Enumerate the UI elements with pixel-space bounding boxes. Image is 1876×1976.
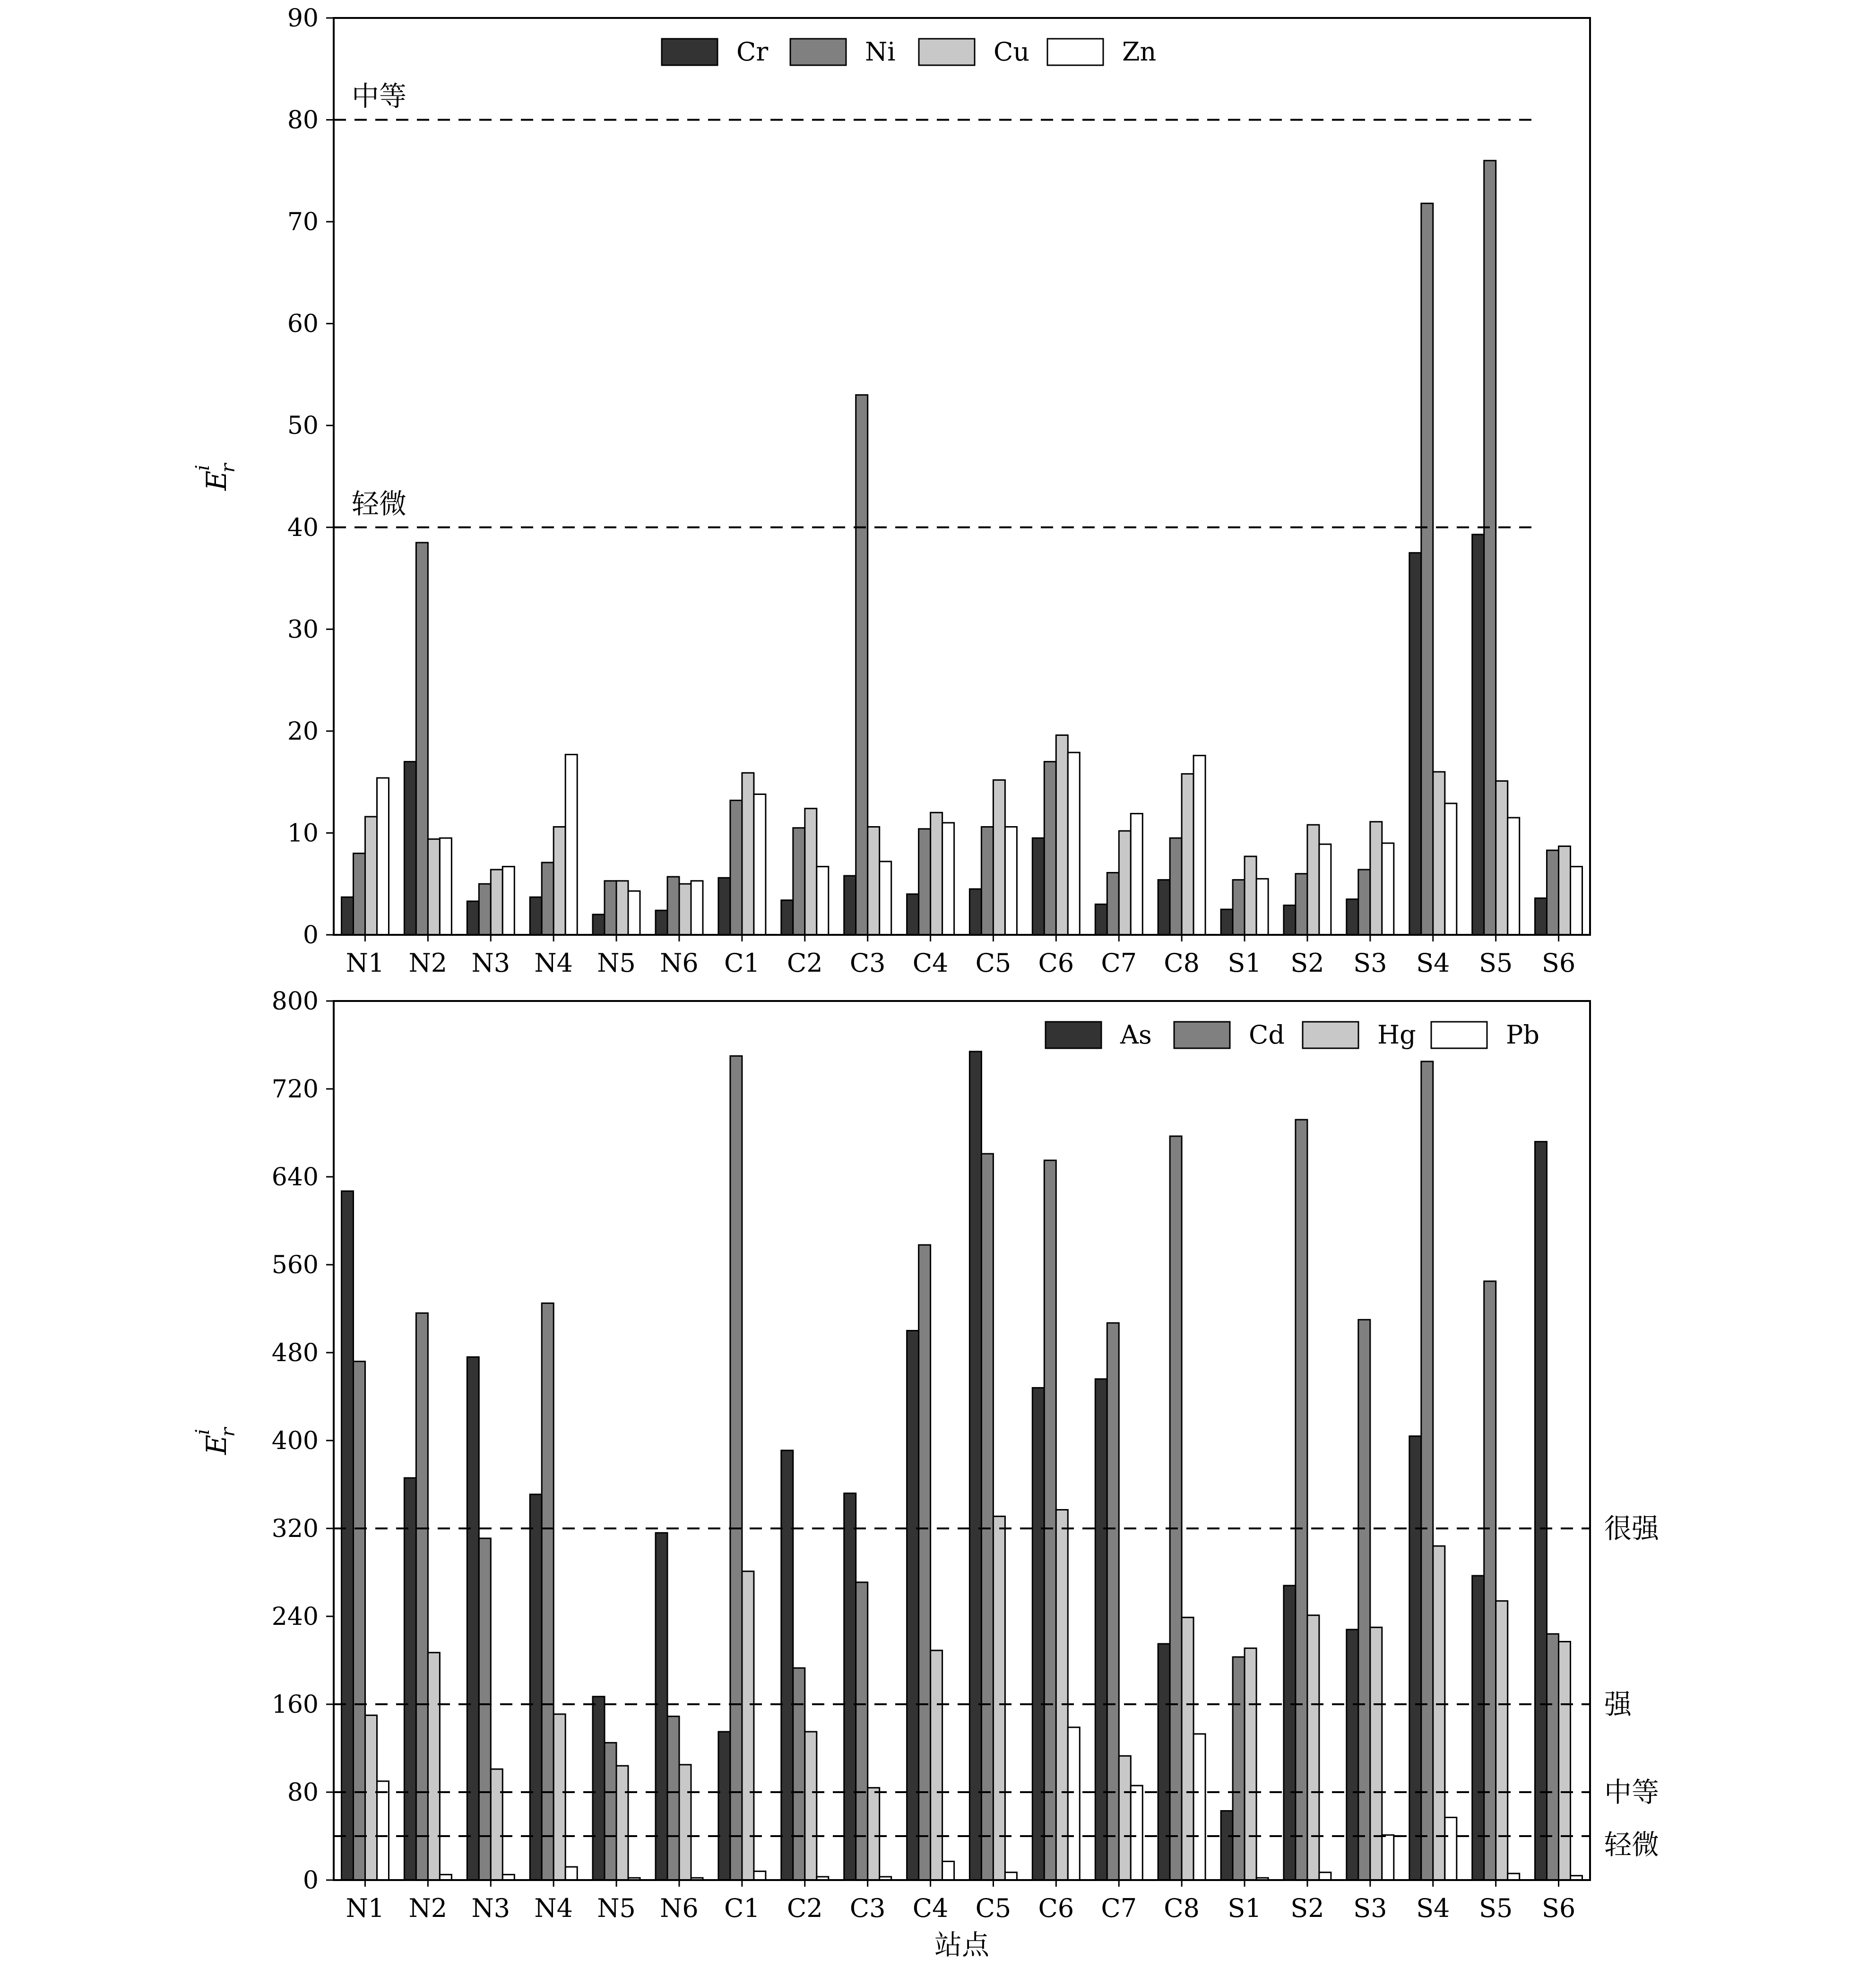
x-tick-label-c7: C7 bbox=[1101, 948, 1137, 978]
bar-as-n4 bbox=[530, 1494, 542, 1880]
bar-pb-n1 bbox=[377, 1781, 389, 1880]
x-tick-label-c1: C1 bbox=[724, 1893, 760, 1923]
bar-zn-s1 bbox=[1256, 879, 1268, 935]
bar-cu-c5 bbox=[993, 780, 1005, 935]
bar-cr-s1 bbox=[1221, 909, 1233, 935]
bar-hg-n3 bbox=[491, 1769, 502, 1880]
threshold-label: 中等 bbox=[352, 80, 407, 112]
y-tick-label: 0 bbox=[303, 921, 319, 949]
bar-pb-c1 bbox=[754, 1871, 766, 1880]
threshold-label: 轻微 bbox=[352, 487, 407, 520]
x-tick-label-s6: S6 bbox=[1541, 1893, 1576, 1923]
bar-zn-n2 bbox=[440, 838, 451, 935]
bar-zn-c6 bbox=[1068, 752, 1080, 935]
bar-pb-c5 bbox=[1005, 1872, 1017, 1880]
bar-cr-s2 bbox=[1284, 906, 1296, 935]
bar-cr-c4 bbox=[907, 894, 919, 935]
x-tick-label-c2: C2 bbox=[787, 1893, 823, 1923]
bar-cu-c7 bbox=[1119, 831, 1131, 935]
bar-ni-s2 bbox=[1296, 874, 1307, 935]
bar-zn-s4 bbox=[1445, 803, 1457, 935]
bar-cr-n3 bbox=[467, 901, 479, 935]
bar-zn-s6 bbox=[1571, 867, 1582, 935]
x-tick-label-n4: N4 bbox=[534, 1893, 573, 1923]
bar-cr-c5 bbox=[969, 889, 981, 935]
x-tick-label-n2: N2 bbox=[408, 1893, 448, 1923]
y-tick-label: 50 bbox=[287, 412, 319, 440]
threshold-label: 很强 bbox=[1604, 1512, 1660, 1545]
bar-hg-n1 bbox=[365, 1715, 377, 1880]
bar-cu-n2 bbox=[428, 839, 440, 935]
bar-cu-s4 bbox=[1433, 772, 1445, 935]
y-tick-label: 480 bbox=[271, 1339, 319, 1367]
bar-ni-s4 bbox=[1421, 203, 1433, 935]
bar-cu-n3 bbox=[491, 870, 502, 935]
y-tick-label: 800 bbox=[271, 987, 319, 1016]
bar-zn-c1 bbox=[754, 794, 766, 935]
legend-label-zn: Zn bbox=[1122, 37, 1157, 67]
bar-cd-c1 bbox=[730, 1056, 742, 1880]
bar-ni-c6 bbox=[1044, 762, 1056, 935]
bar-as-n6 bbox=[656, 1533, 667, 1880]
bar-cu-n6 bbox=[679, 884, 691, 935]
y-tick-label: 10 bbox=[287, 819, 319, 848]
x-tick-label-s3: S3 bbox=[1353, 1893, 1387, 1923]
bar-cu-s6 bbox=[1559, 846, 1571, 935]
bar-ni-n2 bbox=[416, 543, 428, 935]
bar-cr-c7 bbox=[1095, 904, 1107, 935]
x-tick-label-s4: S4 bbox=[1416, 948, 1450, 978]
bar-zn-c3 bbox=[880, 862, 891, 935]
bar-hg-s4 bbox=[1433, 1546, 1445, 1880]
bar-ni-c8 bbox=[1170, 838, 1182, 935]
bar-cd-n2 bbox=[416, 1313, 428, 1880]
x-tick-label-n4: N4 bbox=[534, 948, 573, 978]
bar-pb-c7 bbox=[1131, 1786, 1142, 1880]
x-tick-label-c5: C5 bbox=[975, 948, 1011, 978]
legend-swatch-pb bbox=[1431, 1022, 1487, 1048]
x-tick-label-c7: C7 bbox=[1101, 1893, 1137, 1923]
bar-ni-s5 bbox=[1484, 161, 1496, 935]
legend-swatch-hg bbox=[1303, 1022, 1358, 1048]
bar-cr-c2 bbox=[781, 900, 793, 935]
legend-label-cr: Cr bbox=[736, 37, 769, 67]
bar-ni-n4 bbox=[542, 863, 553, 935]
y-tick-label: 0 bbox=[303, 1866, 319, 1895]
bar-cd-c7 bbox=[1107, 1323, 1119, 1880]
bar-cr-n2 bbox=[404, 762, 416, 935]
legend-label-pb: Pb bbox=[1506, 1020, 1539, 1050]
x-tick-label-c6: C6 bbox=[1038, 1893, 1074, 1923]
bar-ni-c2 bbox=[793, 828, 805, 935]
bar-cr-s3 bbox=[1347, 899, 1358, 935]
x-tick-label-s1: S1 bbox=[1228, 948, 1262, 978]
bar-as-s6 bbox=[1535, 1142, 1547, 1880]
bar-cu-n5 bbox=[616, 881, 628, 935]
bar-cr-c3 bbox=[844, 876, 856, 935]
bar-hg-c6 bbox=[1056, 1510, 1068, 1881]
y-tick-label: 560 bbox=[271, 1251, 319, 1279]
x-axis-title: 站点 bbox=[934, 1929, 990, 1961]
bar-cr-n4 bbox=[530, 897, 542, 935]
x-tick-label-s2: S2 bbox=[1290, 948, 1324, 978]
bar-cd-c4 bbox=[919, 1245, 931, 1880]
bar-cd-c8 bbox=[1170, 1136, 1182, 1880]
bar-cr-c6 bbox=[1032, 838, 1044, 935]
bar-pb-s3 bbox=[1382, 1835, 1394, 1880]
bar-cd-n6 bbox=[667, 1717, 679, 1880]
y-tick-label: 240 bbox=[271, 1603, 319, 1631]
legend-swatch-ni bbox=[790, 39, 846, 65]
bar-cd-s2 bbox=[1296, 1120, 1307, 1880]
y-tick-label: 90 bbox=[287, 4, 319, 33]
bar-zn-n4 bbox=[565, 755, 577, 935]
bar-hg-c7 bbox=[1119, 1756, 1131, 1880]
y-tick-label: 320 bbox=[271, 1515, 319, 1543]
bar-zn-c7 bbox=[1131, 814, 1142, 935]
legend-label-cd: Cd bbox=[1249, 1020, 1285, 1050]
y-tick-label: 60 bbox=[287, 310, 319, 338]
bar-ni-c3 bbox=[856, 395, 868, 935]
legend-label-ni: Ni bbox=[865, 37, 896, 67]
y-tick-label: 400 bbox=[271, 1427, 319, 1455]
bar-as-c3 bbox=[844, 1493, 856, 1880]
x-tick-label-n5: N5 bbox=[597, 1893, 636, 1923]
bar-cr-n1 bbox=[342, 897, 354, 935]
bar-hg-n4 bbox=[553, 1714, 565, 1880]
bar-as-s3 bbox=[1347, 1630, 1358, 1880]
bar-pb-c4 bbox=[942, 1862, 954, 1881]
bar-cd-s4 bbox=[1421, 1061, 1433, 1880]
bar-zn-n5 bbox=[628, 891, 640, 935]
bar-zn-s3 bbox=[1382, 843, 1394, 935]
x-tick-label-c8: C8 bbox=[1164, 1893, 1200, 1923]
bar-zn-s5 bbox=[1508, 818, 1520, 935]
x-tick-label-c8: C8 bbox=[1164, 948, 1200, 978]
bar-cr-n5 bbox=[593, 915, 605, 935]
x-tick-label-c2: C2 bbox=[787, 948, 823, 978]
bar-cr-s6 bbox=[1535, 898, 1547, 935]
x-tick-label-s4: S4 bbox=[1416, 1893, 1450, 1923]
bar-pb-n4 bbox=[565, 1867, 577, 1880]
bar-cu-s1 bbox=[1245, 856, 1256, 935]
bar-cu-s5 bbox=[1496, 781, 1508, 935]
bar-pb-c6 bbox=[1068, 1727, 1080, 1880]
bar-as-n2 bbox=[404, 1478, 416, 1880]
bar-cr-s4 bbox=[1409, 553, 1421, 935]
bar-cd-c2 bbox=[793, 1668, 805, 1880]
bar-zn-n6 bbox=[691, 881, 703, 935]
bar-hg-c3 bbox=[868, 1788, 880, 1880]
legend-swatch-as bbox=[1046, 1022, 1101, 1048]
bar-hg-c8 bbox=[1182, 1617, 1193, 1880]
bar-ni-c4 bbox=[919, 829, 931, 935]
y-tick-label: 40 bbox=[287, 513, 319, 542]
bar-as-s5 bbox=[1472, 1576, 1484, 1880]
bar-ni-s3 bbox=[1358, 870, 1370, 935]
bar-cd-n1 bbox=[354, 1362, 365, 1880]
bar-zn-c8 bbox=[1193, 756, 1205, 935]
bar-cr-c1 bbox=[718, 878, 730, 935]
bar-as-n5 bbox=[593, 1697, 605, 1880]
bar-as-c8 bbox=[1158, 1644, 1170, 1880]
y-tick-label: 80 bbox=[287, 106, 319, 135]
bar-cd-s1 bbox=[1233, 1657, 1245, 1880]
x-tick-label-c1: C1 bbox=[724, 948, 760, 978]
bar-pb-s2 bbox=[1319, 1872, 1331, 1880]
bar-zn-c2 bbox=[817, 867, 829, 935]
threshold-label: 中等 bbox=[1604, 1776, 1660, 1808]
bar-zn-n1 bbox=[377, 778, 389, 935]
bar-as-s1 bbox=[1221, 1811, 1233, 1881]
bar-as-c1 bbox=[718, 1732, 730, 1880]
bar-hg-c5 bbox=[993, 1516, 1005, 1880]
y-tick-label: 20 bbox=[287, 717, 319, 746]
bar-cd-n3 bbox=[479, 1538, 491, 1880]
bar-as-c4 bbox=[907, 1331, 919, 1881]
bar-cr-s5 bbox=[1472, 535, 1484, 935]
x-tick-label-c6: C6 bbox=[1038, 948, 1074, 978]
x-tick-label-c5: C5 bbox=[975, 1893, 1011, 1923]
x-tick-label-s5: S5 bbox=[1478, 1893, 1513, 1923]
bar-ni-n5 bbox=[605, 881, 616, 935]
y-tick-label: 70 bbox=[287, 208, 319, 237]
x-tick-label-n1: N1 bbox=[346, 948, 385, 978]
bar-hg-n5 bbox=[616, 1766, 628, 1880]
y-axis-label-sub: r bbox=[217, 1427, 239, 1437]
bar-hg-c1 bbox=[742, 1571, 754, 1880]
y-tick-label: 30 bbox=[287, 615, 319, 644]
bar-cd-n4 bbox=[542, 1303, 553, 1880]
y-axis-label-sup: i bbox=[192, 465, 214, 471]
legend-swatch-cd bbox=[1174, 1022, 1230, 1048]
bar-cd-n5 bbox=[605, 1743, 616, 1880]
x-tick-label-c4: C4 bbox=[912, 1893, 949, 1923]
x-tick-label-c4: C4 bbox=[912, 948, 949, 978]
y-tick-label: 640 bbox=[271, 1163, 319, 1191]
bar-ni-c1 bbox=[730, 801, 742, 935]
x-tick-label-n1: N1 bbox=[346, 1893, 385, 1923]
bar-zn-c4 bbox=[942, 823, 954, 935]
y-axis-label-sup: i bbox=[192, 1429, 214, 1435]
bar-cd-s3 bbox=[1358, 1320, 1370, 1880]
bar-ni-n3 bbox=[479, 884, 491, 935]
bar-cu-s2 bbox=[1307, 825, 1319, 935]
bar-hg-n6 bbox=[679, 1765, 691, 1880]
bar-cr-c8 bbox=[1158, 880, 1170, 935]
x-tick-label-s1: S1 bbox=[1228, 1893, 1262, 1923]
bar-ni-s6 bbox=[1547, 850, 1559, 935]
legend-swatch-cu bbox=[919, 39, 975, 65]
x-tick-label-c3: C3 bbox=[849, 948, 886, 978]
bar-as-n3 bbox=[467, 1357, 479, 1880]
bar-pb-s4 bbox=[1445, 1818, 1457, 1881]
bar-hg-s2 bbox=[1307, 1615, 1319, 1880]
bar-hg-s5 bbox=[1496, 1601, 1508, 1880]
bar-hg-c2 bbox=[805, 1732, 817, 1880]
bar-as-c6 bbox=[1032, 1388, 1044, 1880]
bar-cu-s3 bbox=[1370, 822, 1382, 935]
bar-hg-s6 bbox=[1559, 1642, 1571, 1881]
legend-label-hg: Hg bbox=[1377, 1020, 1416, 1050]
threshold-label: 强 bbox=[1604, 1688, 1632, 1720]
bar-cu-c4 bbox=[931, 812, 942, 935]
bar-zn-c5 bbox=[1005, 827, 1017, 935]
x-tick-label-s6: S6 bbox=[1541, 948, 1576, 978]
bar-as-c2 bbox=[781, 1450, 793, 1880]
x-tick-label-s5: S5 bbox=[1478, 948, 1513, 978]
threshold-label: 轻微 bbox=[1604, 1829, 1660, 1861]
bar-ni-c5 bbox=[981, 827, 993, 935]
bar-cu-c1 bbox=[742, 773, 754, 935]
bar-hg-c4 bbox=[931, 1650, 942, 1880]
legend-label-cu: Cu bbox=[994, 37, 1030, 67]
bar-cd-s5 bbox=[1484, 1281, 1496, 1880]
legend-label-as: As bbox=[1120, 1020, 1152, 1050]
bar-cu-c6 bbox=[1056, 735, 1068, 935]
bar-as-s4 bbox=[1409, 1436, 1421, 1880]
bar-cu-n4 bbox=[553, 827, 565, 935]
bar-pb-s5 bbox=[1508, 1873, 1520, 1880]
y-tick-label: 80 bbox=[287, 1778, 319, 1807]
bar-hg-s3 bbox=[1370, 1627, 1382, 1880]
bar-cd-s6 bbox=[1547, 1634, 1559, 1880]
bar-as-c7 bbox=[1095, 1379, 1107, 1880]
bar-cd-c6 bbox=[1044, 1160, 1056, 1880]
bar-zn-n3 bbox=[502, 867, 514, 935]
x-tick-label-s3: S3 bbox=[1353, 948, 1387, 978]
x-tick-label-c3: C3 bbox=[849, 1893, 886, 1923]
bar-cu-c2 bbox=[805, 809, 817, 935]
bar-cr-n6 bbox=[656, 910, 667, 935]
bar-as-c5 bbox=[969, 1052, 981, 1880]
bar-cd-c5 bbox=[981, 1154, 993, 1880]
bar-pb-c8 bbox=[1193, 1734, 1205, 1880]
legend-swatch-zn bbox=[1047, 39, 1103, 65]
bar-cu-n1 bbox=[365, 817, 377, 935]
x-tick-label-n3: N3 bbox=[471, 1893, 510, 1923]
bar-cu-c3 bbox=[868, 827, 880, 935]
bar-ni-n1 bbox=[354, 854, 365, 935]
bar-cu-c8 bbox=[1182, 774, 1193, 935]
x-tick-label-n5: N5 bbox=[597, 948, 636, 978]
x-tick-label-n3: N3 bbox=[471, 948, 510, 978]
bar-hg-n2 bbox=[428, 1653, 440, 1880]
y-tick-label: 720 bbox=[271, 1075, 319, 1104]
bar-zn-s2 bbox=[1319, 844, 1331, 935]
bar-ni-n6 bbox=[667, 877, 679, 935]
legend-swatch-cr bbox=[662, 39, 718, 65]
bar-hg-s1 bbox=[1245, 1648, 1256, 1880]
y-axis-label-sub: r bbox=[217, 463, 239, 473]
x-tick-label-n6: N6 bbox=[660, 948, 699, 978]
x-tick-label-n2: N2 bbox=[408, 948, 448, 978]
bar-ni-s1 bbox=[1233, 880, 1245, 935]
x-tick-label-n6: N6 bbox=[660, 1893, 699, 1923]
x-tick-label-s2: S2 bbox=[1290, 1893, 1324, 1923]
bar-ni-c7 bbox=[1107, 873, 1119, 935]
y-axis-label-main: E bbox=[200, 470, 233, 491]
y-axis-label-main: E bbox=[200, 1434, 233, 1455]
bar-as-n1 bbox=[342, 1191, 354, 1880]
y-tick-label: 160 bbox=[271, 1691, 319, 1719]
